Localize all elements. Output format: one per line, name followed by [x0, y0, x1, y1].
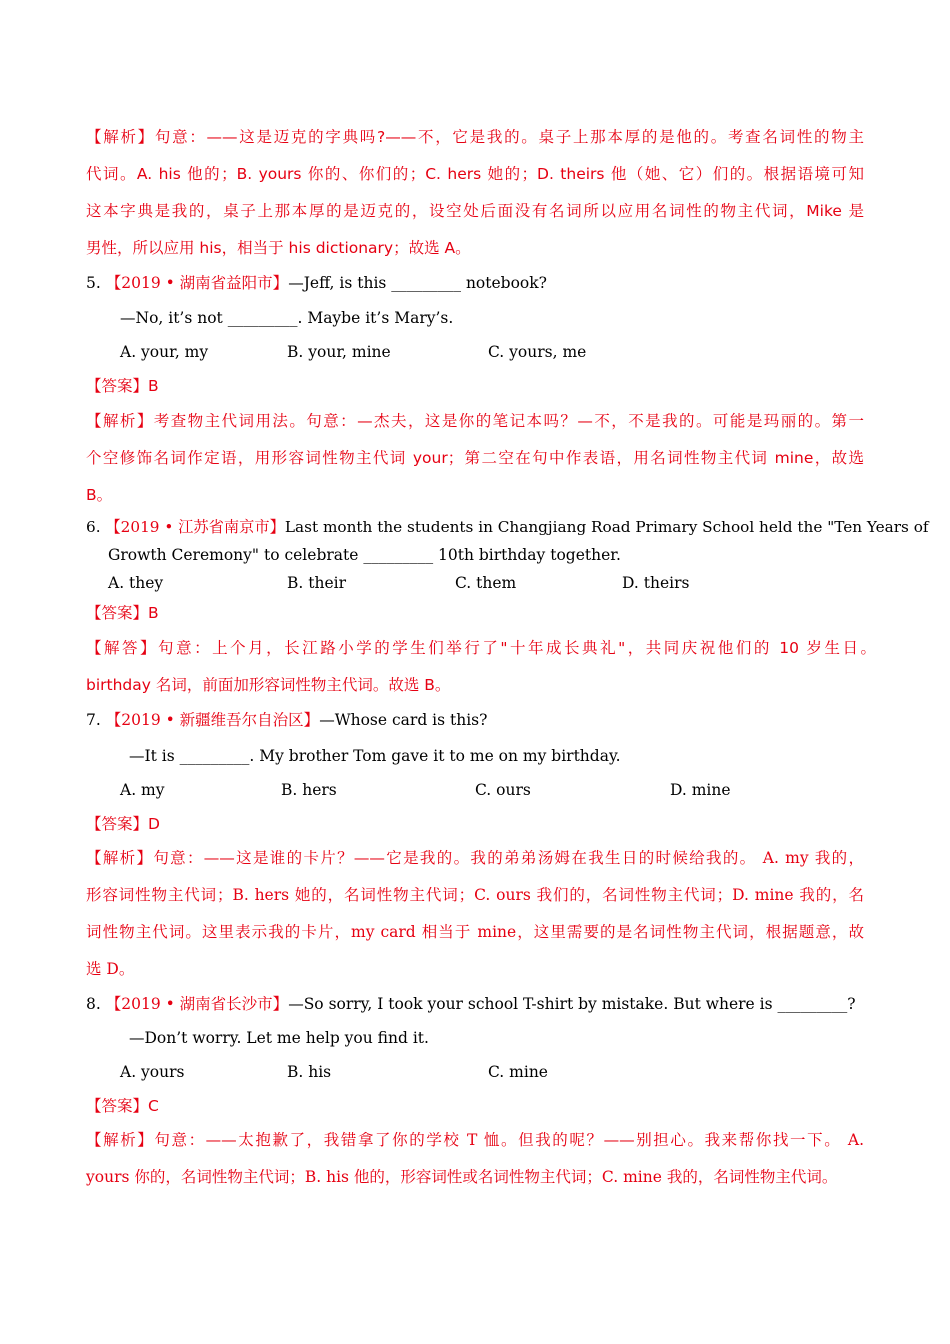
q7-option-a: A. my: [120, 781, 165, 799]
q6-number: 6.: [86, 518, 101, 536]
q8-source: 【2019 • 湖南省长沙市】: [105, 995, 289, 1013]
q7-stem-line-1: [86, 710, 487, 730]
q5-source: 【2019 • 湖南省益阳市】: [105, 274, 289, 292]
q7-option-d: D. mine: [670, 781, 731, 799]
q5-analysis-line-3: B。: [86, 486, 113, 504]
q8-analysis-line-1: 【解析】句意：——太抱歉了，我错拿了你的学校 T 恤。但我的呢？——别担心。我来帮你找一下。 A.: [86, 1131, 864, 1149]
q7-stem-line-2: —It is _________. My brother Tom gave it to me on my birthday.: [129, 747, 621, 765]
q7-analysis-line-1: 【解析】句意：——这是谁的卡片？——它是我的。我的弟弟汤姆在我生日的时候给我的。 A. my 我的，: [86, 849, 864, 867]
q6-stem-line-2: Growth Ceremony" to celebrate _________ 10th birthday together.: [108, 546, 621, 564]
q7-analysis-line-2: 形容词性物主代词；B. hers 她的，名词性物主代词；C. ours 我们的，名词性物主代词；D. mine 我的，名: [86, 886, 864, 904]
q7-number: 7.: [86, 711, 101, 729]
q5-option-c: C. yours, me: [488, 343, 587, 361]
q6-stem-1: Last month the students in Changjiang Road Primary School held the "Ten Years of: [284, 518, 929, 536]
q8-stem-1: —So sorry, I took your school T-shirt by mistake. But where is _________?: [288, 995, 856, 1013]
q6-option-c: C. them: [455, 574, 517, 592]
q7-answer: 【答案】D: [86, 815, 160, 833]
q6-source: 【2019 • 江苏省南京市】: [105, 518, 285, 536]
q8-option-b: B. his: [287, 1063, 332, 1081]
q7-option-c: C. ours: [475, 781, 531, 799]
q4-analysis-line-2: 代词。A. his 他的；B. yours 你的、你们的；C. hers 她的；D. theirs 他（她、它）们的。根据语境可知: [86, 165, 864, 183]
q6-analysis-line-1: 【解答】句意：上个月，长江路小学的学生们举行了"十年成长典礼"，共同庆祝他们的 10 岁生日。: [86, 639, 876, 657]
q5-stem-line-2: —No, it’s not _________. Maybe it’s Mary’s.: [120, 309, 454, 327]
q5-stem-1: —Jeff, is this _________ notebook?: [288, 274, 547, 292]
q4-analysis-line-3: 这本字典是我的，桌子上那本厚的是迈克的，设空处后面没有名词所以应用名词性的物主代词，Mike 是: [86, 202, 864, 220]
q8-stem-line-2: —Don’t worry. Let me help you find it.: [129, 1029, 429, 1047]
q6-option-d: D. theirs: [622, 574, 690, 592]
q6-stem-line-1: [86, 517, 929, 537]
q6-option-a: A. they: [108, 574, 164, 592]
q4-analysis-line-4: 男性，所以应用 his，相当于 his dictionary；故选 A。: [86, 239, 471, 257]
q5-option-a: A. your, my: [120, 343, 209, 361]
q8-option-c: C. mine: [488, 1063, 548, 1081]
q5-stem-line-1: [86, 273, 547, 293]
q7-analysis-line-4: 选 D。: [86, 960, 135, 978]
q5-analysis-line-1: 【解析】考查物主代词用法。句意：—杰夫，这是你的笔记本吗？—不，不是我的。可能是玛丽的。第一: [86, 412, 864, 430]
q8-number: 8.: [86, 995, 101, 1013]
q6-analysis-line-2: birthday 名词，前面加形容词性物主代词。故选 B。: [86, 676, 451, 694]
q8-answer: 【答案】C: [86, 1097, 159, 1115]
q4-analysis-line-1: 【解析】句意：——这是迈克的字典吗?——不，它是我的。桌子上那本厚的是他的。考查名词性的物主: [86, 128, 864, 146]
q8-stem-line-1: [86, 994, 856, 1014]
q6-option-b: B. their: [287, 574, 346, 592]
q8-option-a: A. yours: [120, 1063, 185, 1081]
q5-number: 5.: [86, 274, 101, 292]
q7-option-b: B. hers: [281, 781, 337, 799]
q8-analysis-line-2: yours 你的，名词性物主代词；B. his 他的，形容词性或名词性物主代词；C. mine 我的，名词性物主代词。: [86, 1168, 838, 1186]
q6-answer: 【答案】B: [86, 604, 159, 622]
q7-stem-1: —Whose card is this?: [319, 711, 488, 729]
q5-option-b: B. your, mine: [287, 343, 391, 361]
q7-analysis-line-3: 词性物主代词。这里表示我的卡片，my card 相当于 mine，这里需要的是名词性物主代词，根据题意，故: [86, 923, 864, 941]
q5-analysis-line-2: 个空修饰名词作定语，用形容词性物主代词 your；第二空在句中作表语，用名词性物主代词 mine，故选: [86, 449, 864, 467]
q5-answer: 【答案】B: [86, 377, 159, 395]
q7-source: 【2019 • 新疆维吾尔自治区】: [105, 711, 320, 729]
